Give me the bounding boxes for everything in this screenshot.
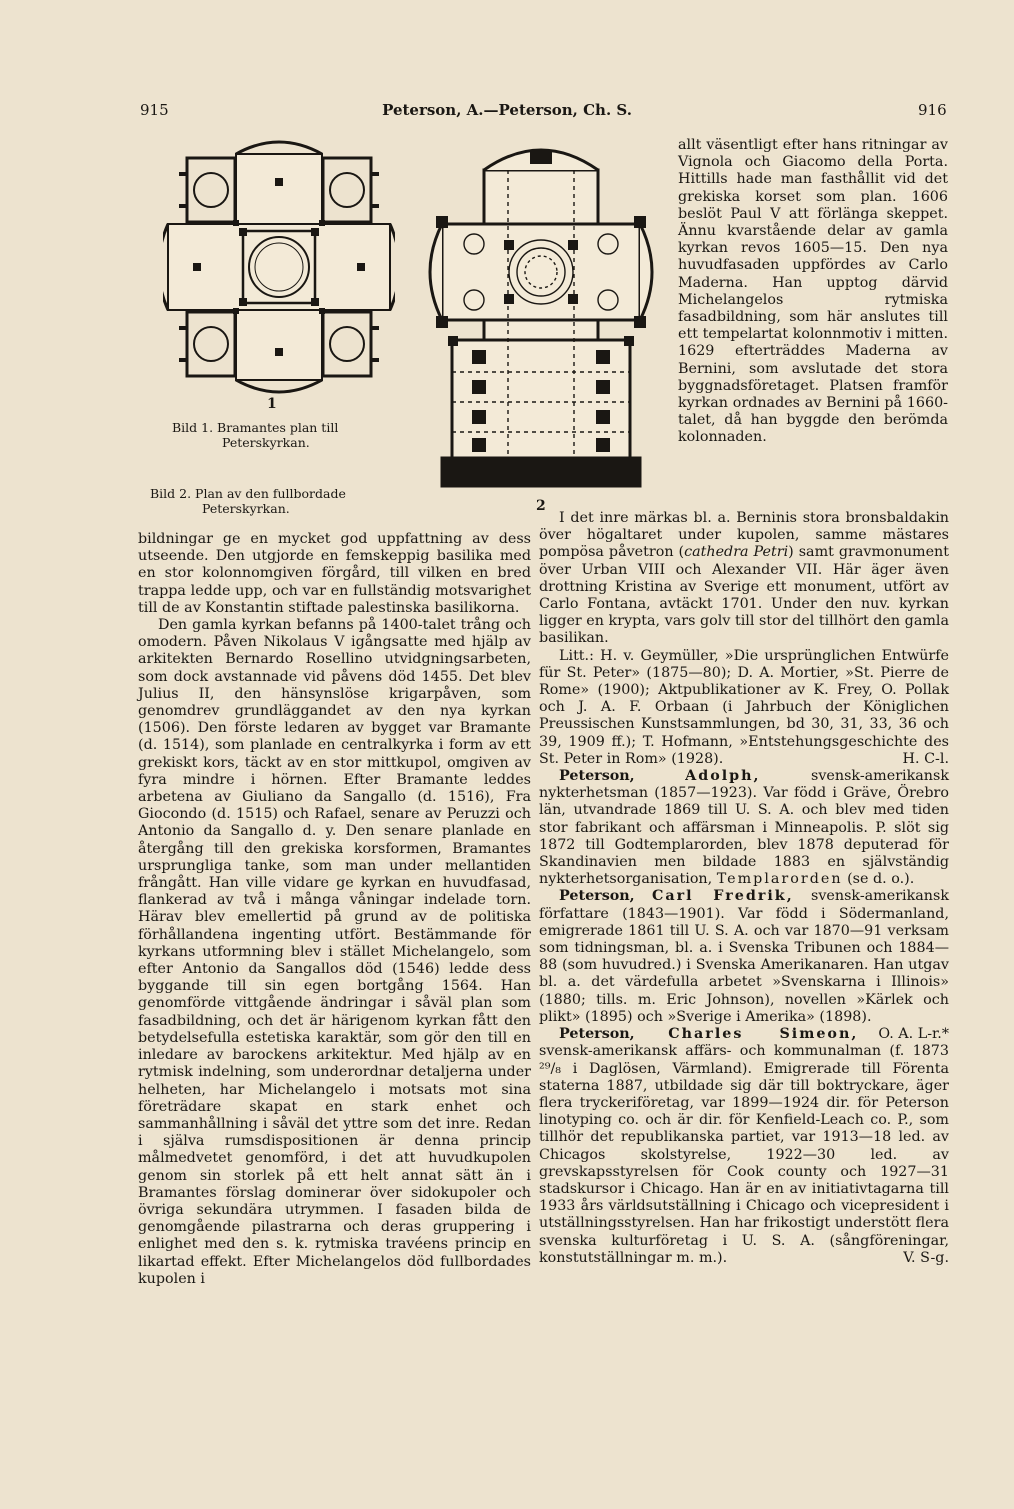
- completed-plan-drawing: [412, 140, 670, 505]
- paragraph: Den gamla kyrkan befanns på 1400-talet trång och omodern. Påven Nikolaus V igångsatte med hjälp av arkitekten Bernardo Rosellino utvidgningsarbeten, som dock avstannade vid påvens död 1455. Det blev Julius II, den hänsynslöse krigarpåven, som genomdrev grundläggandet av den nya kyrkan (1506). Den förste ledaren av bygget var Bramante (d. 1514), som planlade en centralkyrka i form av ett grekiskt kors, täckt av en stor mittkupol, omgiven av fyra mindre i hörnen. Efter Bramante leddes arbetena av Giuliano da Sangallo (d. 1516), Fra Giocondo (d. 1515) och Rafael, senare av Peruzzi och Antonio da Sangallo d. y. Den senare planlade en återgång till den grekiska korsformen, Bramantes ursprungliga tanke, som man under mellantiden frångått. Han ville vidare ge kyrkan en huvudfasad, flankerad av två i många våningar indelade torn. Härav blev emellertid på grund av de politiska förhållandena ingenting utfört. Bestämmande för kyrkans utformning blev i stället Michelangelo, som efter Antonio da Sangallos död (1546) ledde dess byggande till sin egen bortgång 1564. Han genomförde vittgående ändringar i såväl plan som fasadbildning, och det är härigenom kyrkan fått den betydelsefulla estetiska karaktär, som gör den till en inledare av barockens arkitektur. Med hjälp av en rytmisk indelning, som underordnar detaljerna under helheten, har Michelangelo i motsats mot sina företrädare skapat en stark enhet och sammanhållning i såväl det yttre som det inre. Redan i själva rumsdispositionen är denna princip målmedvetet genomförd, i det att huvudkupolen genom sin storlek på ett helt annat sätt än i Bramantes förslag dominerar över sidokupoler och övriga sekundära utrymmen. I fasaden bilda de genomgående pilastrarna och deras gruppering i enlighet med den s. k. rytmiska travéens princip en likartad effekt. Efter Michelangelos död fullbordades kupolen i: [138, 617, 531, 1287]
- figure-1-caption: Bild 1. Bramantes plan till Peterskyrkan.: [172, 420, 339, 450]
- bramante-plan-drawing: [163, 138, 395, 396]
- figure-2-number: 2: [536, 498, 546, 514]
- paragraph-interior: I det inre märkas bl. a. Berninis stora bronsbaldakin över högaltaret under kupolen, samme mästares pompösa påvetron (cathedra Petri) samt gravmonument över Urban VIII och Alexander VII. Här äger även drottning Kristina av Sverige ett monument, utfört av Carlo Fontana, avtäckt 1701. Under den nuv. kyrkan ligger en krypta, vars golv till stor del tillhört den gamla basilikan.: [539, 510, 950, 647]
- figure-2-caption: Bild 2. Plan av den fullbordade Peterskyrkan.: [150, 486, 346, 516]
- entry-adolph: Peterson, Adolph, svensk-amerikansk nykterhetsman (1857—1923). Var född i Gräve, Örebro län, utvandrade 1869 till U. S. A. och blev med tiden stor fabrikant och affärsman i Minneapolis. P. slöt sig 1872 till Godtemplarorden, blev 1878 deputerad för Skandinavien men bildade 1883 en självständig nykterhetsorganisation, Templarorden (se d. o.).: [539, 768, 950, 888]
- running-title: Peterson, A.—Peterson, Ch. S.: [382, 101, 632, 119]
- left-column: [138, 531, 531, 1288]
- entry-charles-simeon: Peterson, Charles Simeon, svensk-amerikansk affärs- och kommunalman (f. 1873 ²⁹/₈ i Daglösen, Värmland). Emigrerade till Förenta staterna 1887, utbildade sig där till boktryckare, äger flera tryckeriföretag, var 1899—1924 dir. för Peterson linotyping co. och är dir. för Kenfield-Leach co. P., som tillhör det republikanska partiet, var 1913—18 led. av Chicagos skolstyrelse, 1922—30 led. av grevskapsstyrelsen för Cook county och 1927—31 stadskursor i Chicago. Han är en av initiativtagarna till 1933 års världsutställning i Chicago och vicepresident i utställningsstyrelsen. Han har frikostigt understött flera svenska kulturföretag i U. S. A. (sångföreningar, konstutställningar m. m.). V. S-g.: [539, 1026, 949, 1266]
- page-number-left: 915: [140, 101, 169, 119]
- entry-carl-fredrik: Peterson, Carl Fredrik, svensk-amerikansk författare (1843—1901). Var född i Södermanland, emigrerade 1861 till U. S. A. och var 1870—91 verksam som tidningsman, bl. a. i Svenska Tribunen och 1884—88 (som huvudred.) i Svenska Amerikanaren. Han utgav bl. a. det värdefulla arbetet »Svenskarna i Illinois» (1880; tills. m. Eric Johnson), novellen »Kärlek och plikt» (1895) och »Sverige i Amerika» (1898). O. A. L-r.*: [539, 888, 950, 1043]
- figure-completed-plan: [412, 140, 670, 505]
- paragraph: bildningar ge en mycket god uppfattning av dess utseende. Den utgjorde en femskeppig basilika med en stor kolonnomgiven förgård, till vilken en bred trappa ledde upp, och var en fullständig motsvarighet till de av Konstantin stiftade palestinska basilikorna.: [138, 531, 531, 616]
- paragraph: allt väsentligt efter hans ritningar av Vignola och Giacomo della Porta. Hittills hade man fasthållit vid det grekiska korset som plan. 1606 beslöt Paul V att förlänga skeppet. Ännu kvarstående delar av gamla kyrkan revos 1605—15. Den nya huvudfasaden uppfördes av Carlo Maderna. Han upptog därvid Michelangelos rytmiska fasadbildning, som här anslutes till ett tempelartat kolonnmotiv i mitten. 1629 efterträddes Maderna av Bernini, som avslutade det stora byggnadsföretaget. Platsen framför kyrkan ordnades av Bernini på 1660-talet, då han byggde den berömda kolonnaden.: [678, 137, 948, 446]
- literature-paragraph: Litt.: H. v. Geymüller, »Die ursprünglichen Entwürfe für St. Peter» (1875—80); D. A. Mortier, »St. Pierre de Rome» (1900); Aktpublikationer av K. Frey, O. Pollak och J. A. F. Orbaan (i Jahrbuch der Königlichen Preussischen Kunstsammlungen, bd 30, 31, 33, 36 och 39, 1909 ff.); T. Hofmann, »Entstehungsgeschichte des St. Peter in Rom» (1928). H. C-l.: [539, 647, 949, 767]
- figure-1-number: 1: [267, 396, 277, 412]
- page-header: [0, 101, 1014, 125]
- right-top-text: [678, 137, 948, 447]
- signature: O. A. L-r.*: [878, 1026, 949, 1043]
- page-number-right: 916: [918, 101, 947, 119]
- figure-bramante-plan: [163, 138, 395, 396]
- right-column: [539, 510, 949, 1267]
- signature: H. C-l.: [902, 750, 949, 767]
- signature: V. S-g.: [903, 1249, 949, 1266]
